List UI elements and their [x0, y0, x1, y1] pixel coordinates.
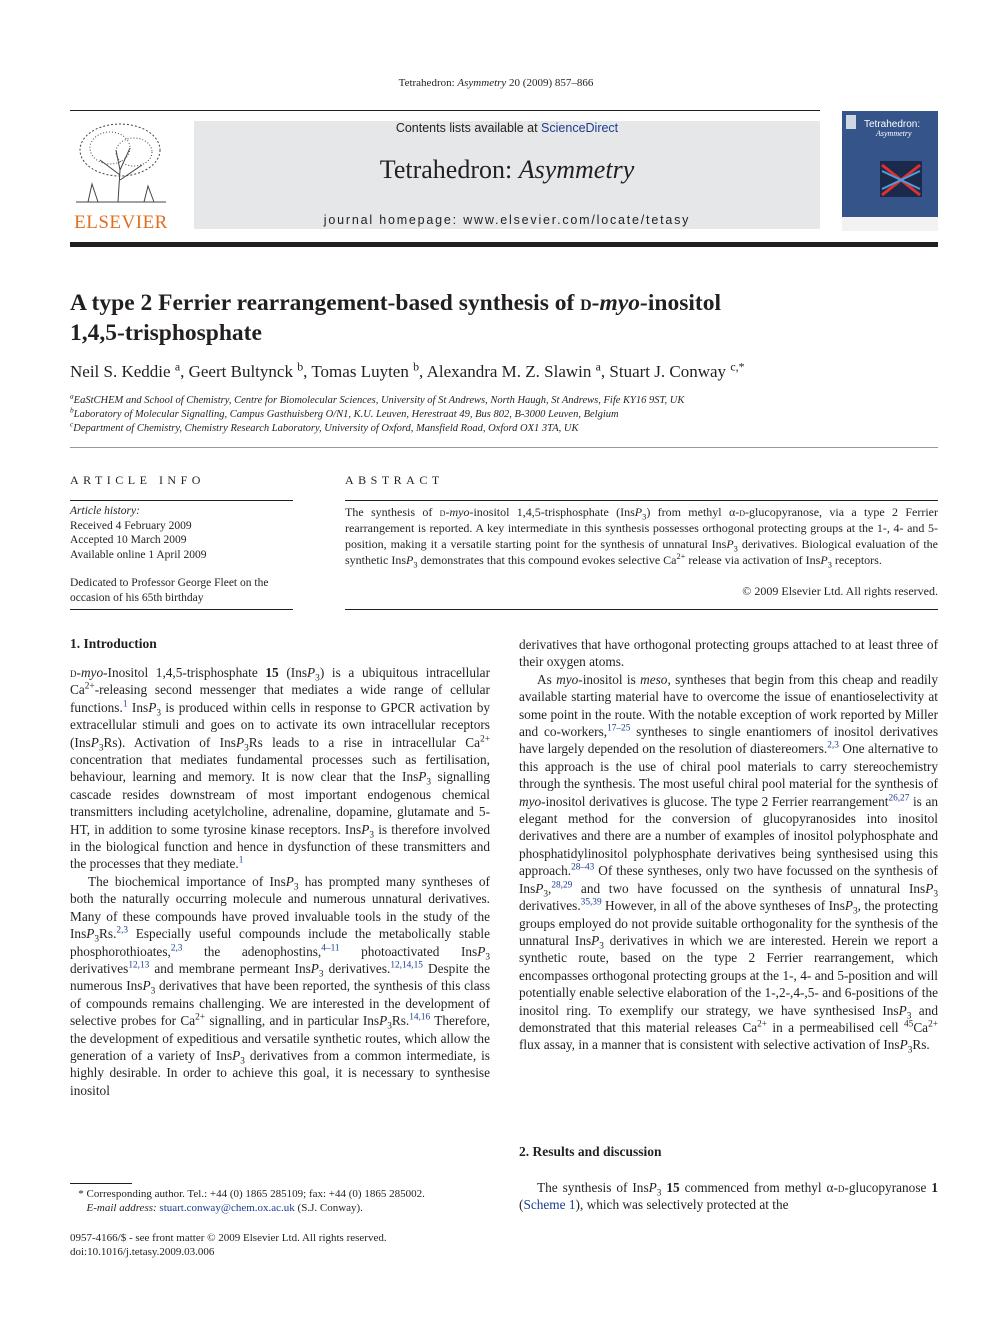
- affiliations: [70, 391, 930, 436]
- body-column-left: [70, 664, 490, 1099]
- tree-icon: [70, 120, 172, 232]
- footnote-rule: [70, 1183, 132, 1184]
- svg-text:ELSEVIER: ELSEVIER: [74, 212, 168, 232]
- section-heading-results: 2. Results and discussion: [519, 1144, 662, 1159]
- abstract-body: The synthesis of d-myo-inositol 1,4,5-trisphosphate (InsP$_3$) from methyl α-d-glucopyranose, via a type 2 Ferrier rearrangement is reported. A key intermediate in this synthesis possesses orthogonal protecting groups at the 1-, 4- and 5-position, making it a versatile starting point for the synthesis of unnatural InsP$_3$ derivatives. Biological evaluation of the synthetic InsP$_3$ demonstrates that this compound evokes selective $Ca^{2+}$ release via activation of InsP$_3$ receptors.: [345, 505, 938, 570]
- article-title: A type 2 Ferrier rearrangement-based synthesis of d-myo-inositol 1,4,5-trisphosphate: [70, 290, 721, 346]
- svg-text:Tetrahedron:: Tetrahedron:: [864, 119, 921, 130]
- divider: [70, 609, 293, 610]
- author[interactable]: Stuart J. Conway $^{c,*}$: [609, 359, 745, 381]
- author-list: Neil S. Keddie $^a$, Geert Bultynck $^b$, Tomas Luyten $^b$, Alexandra M. Z. Slawin $^a$, Stuart J. Conway $^{c,*}$: [70, 359, 745, 381]
- journal-cover: [842, 111, 938, 231]
- issn-doi: 0957-4166/$ - see front matter © 2009 Elsevier Ltd. All rights reserved. doi:10.1016/j.tetasy.2009.03.006: [70, 1232, 387, 1258]
- journal-title: Tetrahedron: Asymmetry: [379, 155, 635, 184]
- contents-line: Contents lists available at ScienceDirect: [395, 121, 619, 135]
- citation-line: Tetrahedron: Asymmetry 20 (2009) 857–866: [398, 77, 594, 89]
- affiliation: $^b$Laboratory of Molecular Signalling, Campus Gasthuisberg O/N1, K.U. Leuven, Herestraat 49, Bus 802, B-3000 Leuven, Belgium: [70, 405, 619, 420]
- divider: [345, 609, 938, 610]
- article-history: Article history: Received 4 February 2009 Accepted 10 March 2009 Available online 1 April 2009: [70, 505, 207, 561]
- elsevier-logo: [70, 120, 172, 232]
- divider: [70, 500, 293, 501]
- body-column-right: [519, 636, 938, 1054]
- section-heading-introduction: 1. Introduction: [70, 636, 157, 651]
- author[interactable]: Alexandra M. Z. Slawin $^a$: [426, 359, 601, 381]
- copyright-notice: © 2009 Elsevier Ltd. All rights reserved.: [742, 584, 938, 598]
- author[interactable]: Geert Bultynck $^b$: [188, 359, 304, 381]
- article-info-heading: ARTICLE INFO: [70, 473, 205, 487]
- header-thick-rule: [70, 242, 938, 247]
- sciencedirect-link[interactable]: ScienceDirect: [541, 121, 619, 135]
- scheme-1-link[interactable]: Scheme 1: [523, 1197, 576, 1213]
- body-column-right-continued: [519, 1179, 938, 1214]
- paragraph: derivatives that have orthogonal protecting groups attached to at least three of their oxygen atoms.: [519, 637, 938, 670]
- dedication: Dedicated to Professor George Fleet on the occasion of his 65th birthday: [70, 577, 269, 604]
- paragraph: d-myo-Inositol 1,4,5-trisphosphate 15 (InsP$_3$) is a ubiquitous intracellular $Ca^{2+}$-releasing second messenger that mediates a wide range of cellular functions.$^1$ InsP$_3$ is produced within cells in response to GPCR activation by extracellular stimuli and goes on to activate its own intracellular receptors (InsP$_3$Rs). Activation of InsP$_3$Rs leads to a rise in intracellular $Ca^{2+}$ concentration that mediates fundamental processes such as fertilisation, behaviour, learning and memory. It is now clear that the InsP$_3$ signalling cascade resides downstream of most important endogenous chemical transmitters including acetylcholine, adrenaline, dopamine, glutamate and 5-HT, in addition to some tyrosine kinase receptors. InsP$_3$ is therefore involved in the biological function and hence in dysfunction of these transmitters and the processes that they mediate.$^1$: [70, 665, 490, 872]
- author[interactable]: Neil S. Keddie $^a$: [70, 359, 181, 381]
- journal-homepage[interactable]: journal homepage: www.elsevier.com/locate/tetasy: [323, 213, 691, 227]
- email-link[interactable]: stuart.conway@chem.ox.ac.uk: [159, 1202, 295, 1214]
- paragraph: The biochemical importance of InsP$_3$ has prompted many syntheses of both the naturally occurring molecule and numerous unnatural derivatives. Many of these compounds have proved invaluable tools in the study of the InsP$_3$Rs.$^{2,3}$ Especially useful compounds include the metabolically stable phosphorothioates,$^{2,3}$ the adenophostins,$^{4-11}$ photoactivated InsP$_3$ derivatives$^{12,13}$ and membrane permeant InsP$_3$ derivatives.$^{12,14,15}$ Despite the numerous InsP$_3$ derivatives that have been reported, the synthesis of this class of compounds remains challenging. We are interested in the development of selective probes for $Ca^{2+}$ signalling, and in particular InsP$_3$Rs.$^{14,16}$ Therefore, the development of expeditious and versatile synthetic routes, which allow the generation of a variety of InsP$_3$ derivatives from a common intermediate, is highly desirable. In order to achieve this goal, it is necessary to synthesise inositol: [70, 873, 490, 1098]
- affiliation: $^a$EaStCHEM and School of Chemistry, Centre for Biomolecular Sciences, University of St Andrews, North Haugh, St Andrews, Fife KY16 9ST, UK: [70, 391, 685, 406]
- footnote: * Corresponding author. Tel.: +44 (0) 1865 285109; fax: +44 (0) 1865 285002. E-mail address: stuart.conway@chem.ox.ac.uk (S.J. Conway).: [70, 1188, 425, 1214]
- author[interactable]: Tomas Luyten $^b$: [311, 359, 420, 381]
- affiliation: $^c$Department of Chemistry, Chemistry Research Laboratory, University of Oxford, Mansfield Road, Oxford OX1 3TA, UK: [70, 419, 579, 434]
- paragraph: The synthesis of InsP$_3$ 15 commenced from methyl α-d-glucopyranose 1 (Scheme 1), which was selectively protected at the: [519, 1180, 939, 1213]
- svg-text:Asymmetry: Asymmetry: [876, 129, 912, 138]
- divider: [70, 447, 938, 448]
- abstract-heading: ABSTRACT: [345, 473, 444, 487]
- header-rule: [70, 110, 820, 111]
- paragraph: As myo-inositol is meso, syntheses that begin from this cheap and readily available starting material have to overcome the issue of enantioselectivity at some point in the route. With the notable exception of work reported by Miller and co-workers,$^{17-25}$ syntheses to single enantiomers of inositol derivatives have largely depended on the resolution of diastereomers.$^{2,3}$ One alternative to this approach is the use of chiral pool materials to carry stereochemistry through the synthesis. The most useful chiral pool material for the synthesis of myo-inositol derivatives is glucose. The type 2 Ferrier rearrangement$^{26,27}$ is an elegant method for the conversion of glucopyranosides into inositol derivatives and there are a number of examples of inositol polyphosphate and phosphatidylinositol polyphosphate derivatives being synthesised using this approach.$^{28-43}$ Of these syntheses, only two have focussed on the synthesis of InsP$_3$,$^{28,29}$ and two have focussed on the synthesis of unnatural InsP$_3$ derivatives.$^{35,39}$ However, in all of the above syntheses of InsP$_3$, the protecting groups employed do not provide suitable orthogonality for the synthesis of the unnatural InsP$_3$ derivatives in which we are interested. Herein we report a synthetic route, based on the type 2 Ferrier rearrangement, which encompasses orthogonal protecting groups at the 1-, 4- and 5-position and will potentially enable selective elaboration of the 1-,2-,4-,5- and 6-positions of the inositol ring. To exemplify our strategy, we have synthesised InsP$_3$ and demonstrated that this material releases $Ca^{2+}$ in a permeabilised cell $^{45}Ca^{2+}$ flux assay, in a manner that is consistent with selective activation of InsP$_3$Rs.: [519, 671, 939, 1056]
- divider: [345, 500, 938, 501]
